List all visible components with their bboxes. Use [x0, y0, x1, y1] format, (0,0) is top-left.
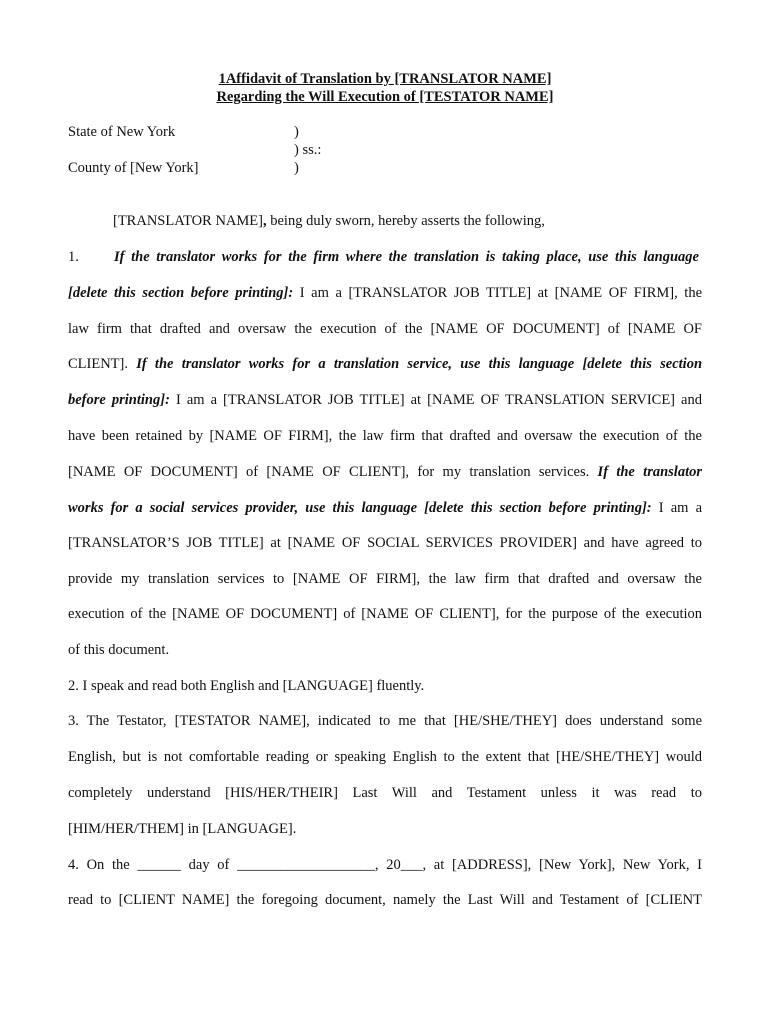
venue-state: State of New York — [68, 124, 176, 140]
paragraph-1-line-4 — [68, 356, 702, 373]
paragraph-1-line-10: provide my translation services to [NAME OF FIRM], the law firm that drafted and oversaw the — [68, 571, 702, 587]
paragraph-4-line-1: 4. On the ______ day of ___________________, 20___, at [ADDRESS], [New York], New York, I — [68, 857, 702, 873]
paragraph-1-line-2 — [68, 285, 702, 302]
document-subtitle: Regarding the Will Execution of [TESTATOR NAME] — [216, 89, 554, 105]
paragraph-2: 2. I speak and read both English and [LANGUAGE] fluently. — [68, 678, 425, 694]
paragraph-1-line-1 — [68, 249, 702, 266]
instruction-text: works for a social services provider, use this language [delete this section before printing]: — [68, 500, 652, 516]
body-text: [NAME OF DOCUMENT] of [NAME OF CLIENT], for my translation services. — [68, 464, 598, 480]
paragraph-number: 1. — [68, 249, 79, 265]
paragraph-1-line-9: [TRANSLATOR’S JOB TITLE] at [NAME OF SOCIAL SERVICES PROVIDER] and have agreed to — [68, 535, 702, 551]
body-text: I am a [TRANSLATOR JOB TITLE] at [NAME OF TRANSLATION SERVICE] and — [169, 392, 702, 408]
paragraph-1-line-6: have been retained by [NAME OF FIRM], the law firm that drafted and oversaw the execution of the — [68, 428, 702, 444]
paragraph-3-line-2: English, but is not comfortable reading or speaking English to the extent that [HE/SHE/THEY] would — [68, 749, 702, 765]
paragraph-3-line-3: completely understand [HIS/HER/THEIR] Last Will and Testament unless it was read to — [68, 785, 702, 801]
venue-bracket-1: ) — [294, 124, 299, 140]
instruction-text: [delete this section before printing]: — [68, 285, 294, 301]
instruction-text: If the translator works for the firm where the translation is taking place, use this language — [114, 249, 699, 265]
paragraph-1-line-7 — [68, 464, 702, 481]
instruction-text: before printing]: — [68, 392, 170, 408]
paragraph-1-line-8 — [68, 500, 702, 517]
paragraph-4-line-2: read to [CLIENT NAME] the foregoing document, namely the Last Will and Testament of [CLIENT — [68, 892, 702, 908]
intro-text: being duly sworn, hereby asserts the following, — [266, 213, 545, 229]
translator-name-placeholder: [TRANSLATOR NAME] — [113, 213, 263, 229]
venue-bracket-ss: ) ss.: — [294, 142, 322, 158]
paragraph-3-line-1: 3. The Testator, [TESTATOR NAME], indicated to me that [HE/SHE/THEY] does understand some — [68, 713, 702, 729]
body-text: I am a [TRANSLATOR JOB TITLE] at [NAME OF FIRM], the — [293, 285, 702, 301]
paragraph-1-line-11: execution of the [NAME OF DOCUMENT] of [NAME OF CLIENT], for the purpose of the execution — [68, 606, 702, 622]
paragraph-1-line-3: law firm that drafted and oversaw the execution of the [NAME OF DOCUMENT] of [NAME OF — [68, 321, 702, 337]
paragraph-1-line-12: of this document. — [68, 642, 170, 658]
intro-paragraph — [113, 213, 545, 230]
paragraph-1-line-5 — [68, 392, 702, 409]
body-text: I am a — [651, 500, 703, 516]
venue-county: County of [New York] — [68, 160, 199, 176]
intro-comma: , — [262, 213, 267, 229]
document-title: 1Affidavit of Translation by [TRANSLATOR NAME] — [218, 71, 552, 87]
instruction-text: If the translator works for a translation service, use this language [delete this section — [136, 356, 703, 372]
body-text: CLIENT]. — [68, 356, 137, 372]
instruction-text: If the translator — [597, 464, 702, 480]
venue-bracket-3: ) — [294, 160, 299, 176]
paragraph-3-line-4: [HIM/HER/THEM] in [LANGUAGE]. — [68, 821, 297, 837]
